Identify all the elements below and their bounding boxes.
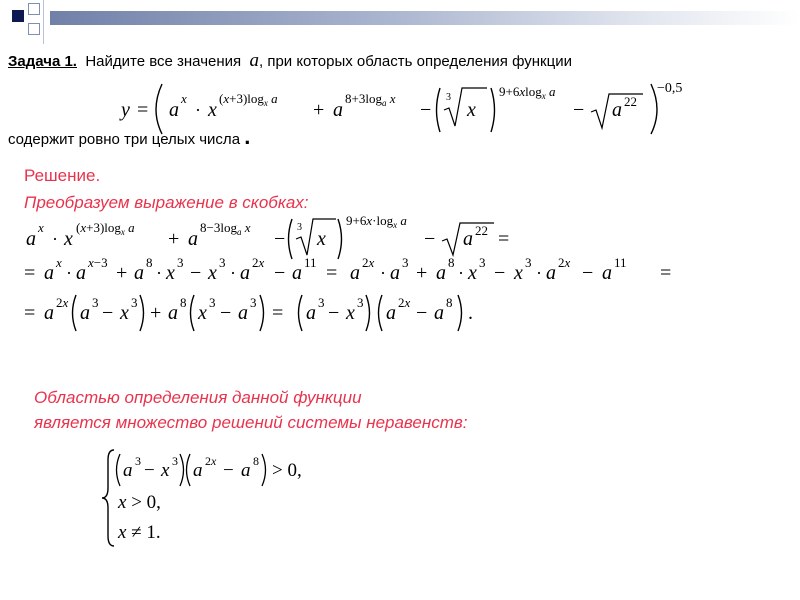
svg-text:x: x: [38, 220, 44, 235]
svg-text:.: .: [468, 302, 473, 324]
svg-text:−: −: [573, 99, 585, 121]
svg-text:−: −: [274, 228, 286, 250]
svg-text:2x: 2x: [56, 295, 69, 310]
svg-text:x: x: [64, 228, 73, 250]
svg-text:a: a: [602, 262, 612, 284]
svg-text:+: +: [313, 99, 325, 121]
svg-text:·: ·: [380, 263, 386, 283]
solution-label: Решение.: [24, 166, 101, 185]
svg-text:x: x: [198, 302, 207, 324]
svg-text:·: ·: [52, 229, 58, 249]
task-text-2: , при которых область определения функции: [258, 53, 572, 70]
svg-text:+: +: [116, 262, 128, 284]
domain-text-line-2: является множество решений системы неравенств:: [34, 413, 468, 432]
svg-text:a: a: [612, 99, 622, 121]
task-text-1: Найдите все значения: [85, 53, 242, 70]
svg-text:2x: 2x: [362, 255, 375, 270]
svg-text:a: a: [463, 228, 473, 250]
svg-text:y: y: [121, 99, 130, 121]
corner-square-dark: [12, 10, 24, 22]
svg-text:3: 3: [131, 295, 138, 310]
svg-text:2x: 2x: [398, 295, 411, 310]
svg-text:a: a: [238, 302, 248, 324]
svg-text:8: 8: [446, 295, 453, 310]
svg-text:x−3: x−3: [88, 255, 108, 270]
title-gradient-bar: [50, 11, 800, 25]
svg-text:·: ·: [156, 263, 162, 283]
svg-text:8−3loga x: $8-3\log_a$ x: [200, 220, 251, 237]
svg-text:3: 3: [525, 255, 532, 270]
svg-text:a: a: [193, 460, 203, 481]
svg-text:x: x: [514, 262, 523, 284]
svg-text:+: +: [416, 262, 428, 284]
svg-text:a: a: [350, 262, 360, 284]
svg-text:=: =: [272, 302, 284, 324]
svg-text:x ≠ 1.: x ≠ 1.: [118, 522, 161, 543]
svg-text:3: 3: [446, 92, 451, 103]
svg-text:8: 8: [146, 255, 153, 270]
svg-text:a: a: [44, 302, 54, 324]
svg-text:−: −: [424, 228, 436, 250]
svg-text:9+6xlogx a: 9+6xlog$_x$ a: [499, 84, 556, 101]
svg-text:> 0,: > 0,: [272, 460, 302, 481]
svg-text:3: 3: [297, 222, 302, 233]
svg-text:x: x: [181, 91, 187, 106]
svg-text:3: 3: [402, 255, 409, 270]
svg-text:−: −: [220, 302, 232, 324]
svg-text:x: x: [120, 302, 129, 324]
svg-text:−: −: [582, 262, 594, 284]
svg-text:−0,5: −0,5: [657, 81, 683, 96]
task-text-3: содержит ровно три целых числа: [8, 131, 241, 148]
corner-square-light: [28, 23, 40, 35]
svg-text:a: a: [123, 460, 133, 481]
svg-text:=: =: [24, 262, 36, 284]
svg-text:3: 3: [250, 295, 257, 310]
svg-text:a: a: [240, 262, 250, 284]
svg-text:−: −: [102, 302, 114, 324]
svg-text:x > 0,: x > 0,: [118, 492, 161, 513]
svg-text:3: 3: [177, 255, 184, 270]
svg-text:a: a: [292, 262, 302, 284]
svg-text:a: a: [306, 302, 316, 324]
svg-text:3: 3: [135, 454, 141, 468]
svg-text:a: a: [168, 302, 178, 324]
svg-text:8: 8: [448, 255, 455, 270]
svg-text:a: a: [44, 262, 54, 284]
svg-text:8: 8: [253, 454, 259, 468]
task-statement: [8, 50, 572, 72]
svg-text:+: +: [168, 228, 180, 250]
svg-text:22: 22: [475, 223, 488, 238]
svg-text:−: −: [144, 460, 155, 481]
svg-text:x: x: [346, 302, 355, 324]
svg-text:−: −: [420, 99, 432, 121]
svg-text:22: 22: [624, 94, 637, 109]
svg-text:−: −: [274, 262, 286, 284]
svg-text:·: ·: [195, 100, 201, 120]
svg-text:=: =: [498, 228, 510, 250]
transform-text: Преобразуем выражение в скобках:: [24, 193, 309, 212]
svg-text:(x+3)logx a: $(x+3)\log_x$ a: [219, 91, 278, 108]
corner-square-light: [28, 3, 40, 15]
svg-text:a: a: [26, 228, 36, 250]
svg-text:11: 11: [614, 255, 627, 270]
svg-text:2x: 2x: [205, 454, 217, 468]
svg-text:8+3loga x: $8+3\log_a$ x: [345, 91, 396, 108]
svg-text:11: 11: [304, 255, 317, 270]
svg-text:a: a: [434, 302, 444, 324]
svg-text:3: 3: [219, 255, 226, 270]
svg-text:(x+3)logx a: $(x+3)\log_x$ a: [76, 220, 135, 237]
svg-text:·: ·: [458, 263, 464, 283]
task-statement-end: [8, 124, 250, 150]
svg-text:=: =: [660, 262, 672, 284]
svg-text:a: a: [76, 262, 86, 284]
domain-text-line-1: Областью определения данной функции: [34, 388, 362, 407]
svg-text:x: x: [317, 228, 326, 250]
svg-text:−: −: [190, 262, 202, 284]
svg-text:a: a: [241, 460, 251, 481]
svg-text:a: a: [546, 262, 556, 284]
svg-text:a: a: [169, 99, 179, 121]
svg-text:x: x: [208, 262, 217, 284]
svg-text:3: 3: [479, 255, 486, 270]
svg-text:x: x: [161, 460, 170, 481]
corner-divider: [43, 0, 44, 44]
svg-text:=: =: [137, 99, 149, 121]
svg-text:3: 3: [172, 454, 178, 468]
svg-text:+: +: [150, 302, 162, 324]
svg-text:·: ·: [536, 263, 542, 283]
task-variable: a: [249, 50, 259, 71]
svg-text:−: −: [416, 302, 428, 324]
svg-text:9+6x·logx a: $9+6x\cdot\log_x$ a: [346, 213, 407, 230]
task-label: Задача 1.: [8, 53, 77, 70]
svg-text:x: x: [467, 99, 476, 121]
svg-text:3: 3: [318, 295, 325, 310]
svg-text:−: −: [494, 262, 506, 284]
svg-text:−: −: [328, 302, 340, 324]
svg-text:3: 3: [209, 295, 216, 310]
svg-text:2x: 2x: [252, 255, 265, 270]
svg-text:3: 3: [92, 295, 99, 310]
inequality-system: [100, 446, 340, 550]
svg-text:a: a: [80, 302, 90, 324]
svg-text:a: a: [333, 99, 343, 121]
svg-text:a: a: [390, 262, 400, 284]
svg-text:x: x: [208, 99, 217, 121]
svg-text:x: x: [166, 262, 175, 284]
svg-text:x: x: [468, 262, 477, 284]
svg-text:x: x: [56, 255, 62, 270]
svg-text:a: a: [436, 262, 446, 284]
task-dot: .: [244, 124, 251, 149]
svg-text:2x: 2x: [558, 255, 571, 270]
svg-text:3: 3: [357, 295, 364, 310]
svg-text:a: a: [134, 262, 144, 284]
transformation-equations: [20, 215, 710, 333]
svg-text:a: a: [386, 302, 396, 324]
svg-text:=: =: [326, 262, 338, 284]
svg-text:8: 8: [180, 295, 187, 310]
svg-text:·: ·: [66, 263, 72, 283]
svg-text:−: −: [223, 460, 234, 481]
svg-text:·: ·: [230, 263, 236, 283]
svg-text:=: =: [24, 302, 36, 324]
svg-text:a: a: [188, 228, 198, 250]
